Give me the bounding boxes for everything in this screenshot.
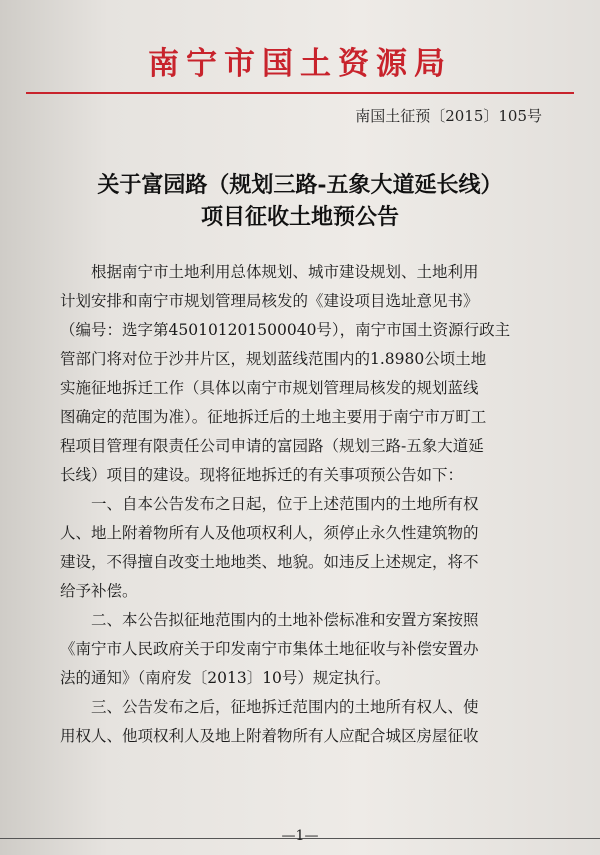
page-number: —1— xyxy=(281,828,319,844)
body-line: 管部门将对位于沙井片区，规划蓝线范围内的1.8980公顷土地 xyxy=(60,350,487,368)
body-line: 一、自本公告发布之日起，位于上述范围内的土地所有权 xyxy=(91,495,479,513)
body-line: 建设，不得擅自改变土地地类、地貌。如违反上述规定，将不 xyxy=(60,553,479,571)
document-number: 南国土征预〔2015〕105号 xyxy=(355,107,542,125)
body-line: 程项目管理有限责任公司申请的富园路（规划三路-五象大道延 xyxy=(60,437,484,455)
body-line: 《南宁市人民政府关于印发南宁市集体土地征收与补偿安置办 xyxy=(60,640,479,658)
title-line-2: 项目征收土地预公告 xyxy=(200,204,399,230)
body-line: 长线）项目的建设。现将征地拆迁的有关事项预公告如下： xyxy=(60,466,464,484)
body-line: 计划安排和南宁市规划管理局核发的《建设项目选址意见书》 xyxy=(60,292,479,310)
body-line: 用权人、他项权利人及地上附着物所有人应配合城区房屋征收 xyxy=(60,727,479,745)
body-line: 人、地上附着物所有人及他项权利人，须停止永久性建筑物的 xyxy=(60,524,479,542)
red-header-rule xyxy=(26,92,574,94)
body-line: 根据南宁市土地利用总体规划、城市建设规划、土地利用 xyxy=(91,263,479,281)
body-line: 法的通知》（南府发〔2013〕10号）规定执行。 xyxy=(60,669,391,687)
body-line: 图确定的范围为准）。征地拆迁后的土地主要用于南宁市万町工 xyxy=(60,408,487,426)
body-text xyxy=(60,258,542,751)
body-line: 给予补偿。 xyxy=(60,582,138,600)
body-line: （编号：选字第450101201500040号），南宁市国土资源行政主 xyxy=(60,321,511,339)
body-line: 三、公告发布之后，征地拆迁范围内的土地所有权人、使 xyxy=(91,698,479,716)
title-line-1: 关于富园路（规划三路-五象大道延长线） xyxy=(97,172,503,198)
body-line: 二、本公告拟征地范围内的土地补偿标准和安置方案按照 xyxy=(91,611,479,629)
issuing-authority: 南宁市国土资源局 xyxy=(148,46,452,82)
body-line: 实施征地拆迁工作（具体以南宁市规划管理局核发的规划蓝线 xyxy=(60,379,479,397)
